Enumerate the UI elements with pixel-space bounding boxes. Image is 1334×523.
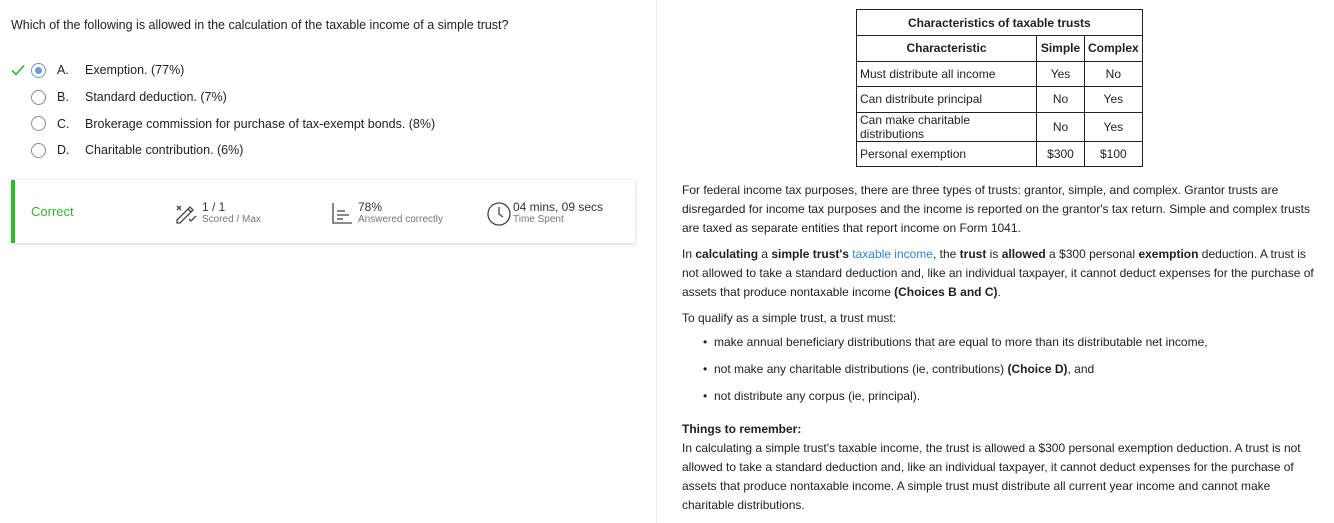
cell-simple: No	[1037, 112, 1085, 141]
choice-text: Charitable contribution. (6%)	[85, 143, 244, 158]
clock-icon	[486, 201, 512, 227]
explanation-paragraph-2	[682, 245, 1322, 302]
choice-text: Standard deduction. (7%)	[85, 90, 227, 105]
cell-complex: No	[1085, 61, 1143, 87]
explanation-paragraph-3	[682, 309, 1322, 328]
text-run: not make any charitable distributions (ie, contributions)	[714, 362, 1008, 376]
result-status: Correct	[31, 204, 74, 219]
correct-check-icon	[10, 62, 26, 78]
text-run: .	[997, 285, 1001, 299]
text-run: a $300 personal	[1045, 247, 1139, 261]
score-label: Scored / Max	[202, 214, 261, 225]
choice-text: Brokerage commission for purchase of tax-exempt bonds. (8%)	[85, 116, 436, 131]
answer-choices	[0, 57, 656, 164]
cell-simple: $300	[1037, 141, 1085, 167]
pane-divider	[656, 0, 657, 523]
explanation-text: To qualify as a simple trust, a trust must:	[682, 311, 897, 325]
choice-letter: D.	[57, 143, 70, 158]
table-row	[857, 87, 1143, 113]
choice-letter: B.	[57, 90, 69, 105]
bar-chart-icon	[330, 201, 354, 225]
cell-complex: Yes	[1085, 87, 1143, 113]
text-run: a	[758, 247, 772, 261]
list-item-text: make annual beneficiary distributions that are equal to more than its distributable net income,	[714, 335, 1208, 349]
time-label: Time Spent	[513, 214, 564, 225]
percent-label: Answered correctly	[358, 214, 444, 225]
explanation-text: For federal income tax purposes, there are three types of trusts: grantor, simple, and complex. Grantor trusts are disregarded for income tax purposes and the income is reported on the grantor's tax return. Simple and complex trusts are taxed as separate entities that report income on Form 1041.	[682, 183, 1310, 235]
remember-title-text: Things to remember:	[682, 422, 802, 436]
table-title: Characteristics of taxable trusts	[857, 10, 1143, 36]
cell-complex: Yes	[1085, 112, 1143, 141]
remember-title	[682, 420, 1322, 439]
question-text: Which of the following is allowed in the calculation of the taxable income of a simple trust?	[11, 18, 509, 32]
bold-run: exemption	[1138, 247, 1199, 261]
result-card	[11, 180, 635, 243]
cell-characteristic: Must distribute all income	[857, 61, 1037, 87]
cell-characteristic: Personal exemption	[857, 141, 1037, 167]
cell-simple: No	[1037, 87, 1085, 113]
bold-run: calculating	[695, 247, 759, 261]
list-item-text	[714, 362, 1094, 376]
table-row	[857, 61, 1143, 87]
question-pane	[0, 0, 656, 523]
text-run: , and	[1067, 362, 1095, 376]
table-row	[857, 112, 1143, 141]
choice-letter: A.	[57, 63, 69, 78]
bold-run: simple trust's	[771, 247, 849, 261]
choice-b[interactable]	[0, 84, 656, 111]
cell-simple: Yes	[1037, 61, 1085, 87]
bold-run: trust	[959, 247, 987, 261]
remember-text: In calculating a simple trust's taxable income, the trust is allowed a $300 personal exemption deduction. A trust is not allowed to take a standard deduction and, like an individual taxpayer, it cannot deduct expenses for the purchase of assets that produce nontaxable income. A simple trust must distribute all current year income and cannot make charitable distributions.	[682, 441, 1301, 512]
explanation-text	[682, 245, 1322, 302]
bold-run: (Choice D)	[1007, 362, 1068, 376]
radio-b[interactable]	[31, 90, 46, 105]
score-value: 1 / 1	[202, 200, 226, 214]
text-run: deduction. A trust is not allowed to take a standard deduction and, like an individual taxpayer, it cannot deduct expenses for the purchase of assets that produce nontaxable income	[682, 247, 1314, 299]
radio-a[interactable]	[31, 63, 46, 78]
radio-c[interactable]	[31, 116, 46, 131]
time-value: 04 mins, 09 secs	[513, 200, 604, 214]
header-characteristic: Characteristic	[857, 36, 1037, 62]
table-row	[857, 141, 1143, 167]
header-simple: Simple	[1037, 36, 1085, 62]
cell-characteristic: Can distribute principal	[857, 87, 1037, 113]
choice-d[interactable]	[0, 137, 656, 164]
bold-run: (Choices B and C)	[894, 285, 998, 299]
cell-complex: $100	[1085, 141, 1143, 167]
trust-characteristics-table	[856, 9, 1143, 167]
text-run: In	[682, 247, 696, 261]
table-header-row	[857, 36, 1143, 62]
text-run: , the	[932, 247, 960, 261]
pencil-check-icon	[174, 201, 198, 225]
choice-c[interactable]	[0, 110, 656, 137]
percent-value: 78%	[358, 200, 383, 214]
things-to-remember	[682, 420, 1322, 515]
choice-text: Exemption. (77%)	[85, 63, 185, 78]
header-complex: Complex	[1085, 36, 1143, 62]
choice-a[interactable]	[0, 57, 656, 84]
list-item-text: not distribute any corpus (ie, principal).	[714, 389, 921, 403]
cell-characteristic: Can make charitable distributions	[857, 112, 1037, 141]
taxable-income-link[interactable]: taxable income	[852, 247, 933, 261]
explanation-paragraph-1	[682, 181, 1322, 238]
radio-d[interactable]	[31, 143, 46, 158]
bold-run: allowed	[1001, 247, 1046, 261]
text-run: is	[986, 247, 1002, 261]
choice-letter: C.	[57, 116, 70, 131]
